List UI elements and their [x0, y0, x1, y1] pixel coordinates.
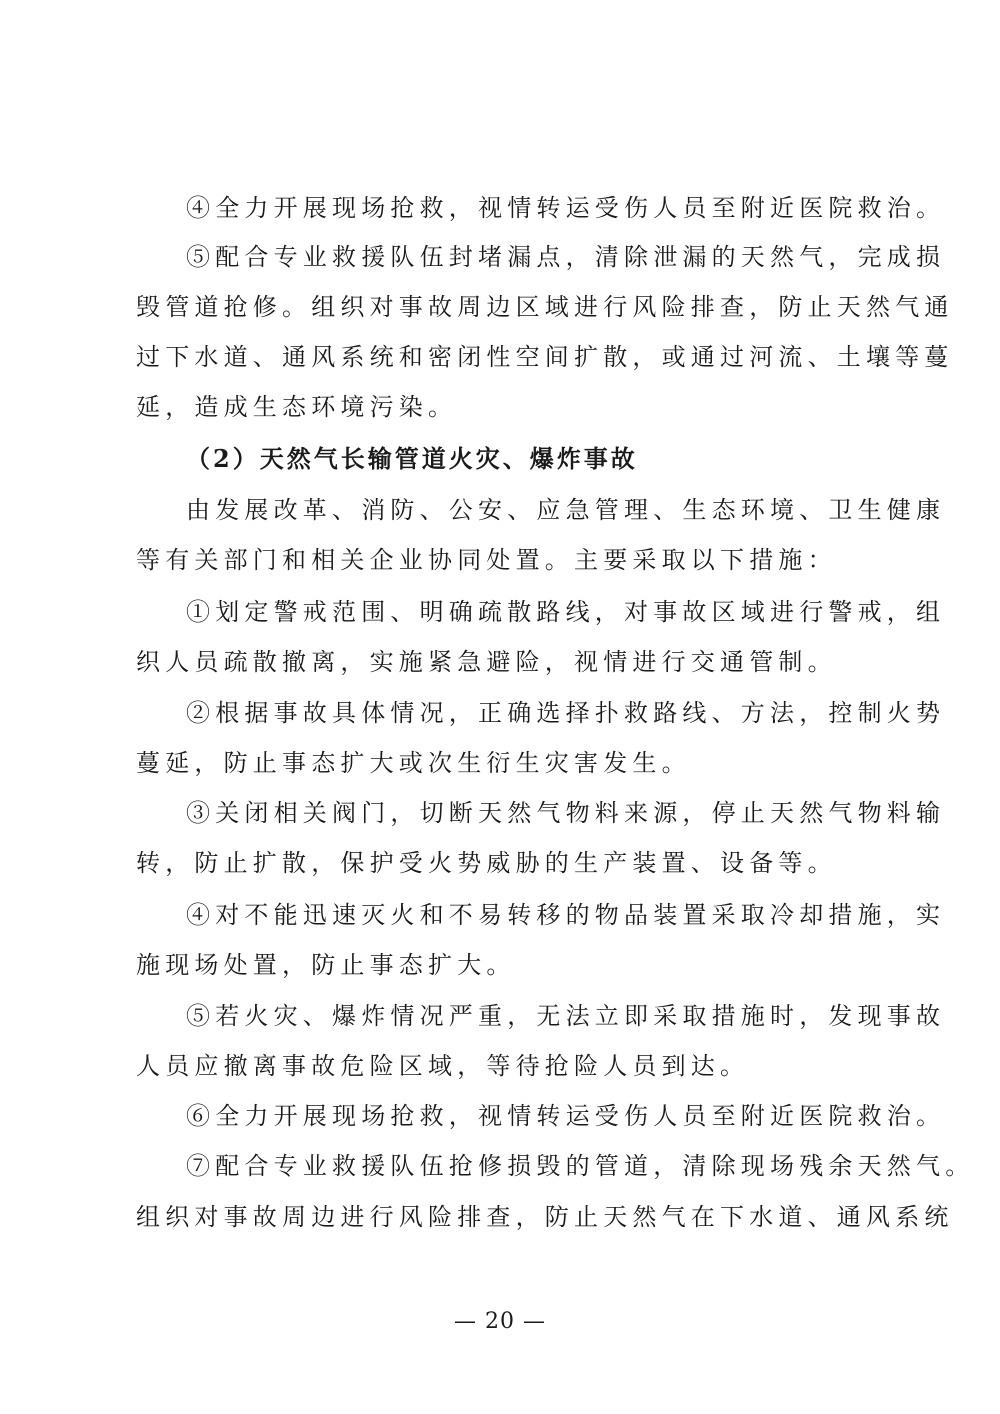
paragraph-line: ②根据事故具体情况，正确选择扑救路线、方法，控制火势 — [186, 699, 946, 727]
paragraph-line: ④对不能迅速灭火和不易转移的物品装置采取冷却措施，实 — [186, 901, 946, 929]
paragraph-line: 转，防止扩散，保护受火势威胁的生产装置、设备等。 — [136, 849, 837, 877]
paragraph-line: ①划定警戒范围、明确疏散路线，对事故区域进行警戒，组 — [186, 598, 946, 626]
paragraph-line: 由发展改革、消防、公安、应急管理、生态环境、卫生健康 — [186, 496, 946, 524]
paragraph-line: ④全力开展现场抢救，视情转运受伤人员至附近医院救治。 — [186, 194, 946, 222]
paragraph-line: ⑦配合专业救援队伍抢修损毁的管道，清除现场残余天然气。 — [186, 1152, 975, 1180]
paragraph-line: 过下水道、通风系统和密闭性空间扩散，或通过河流、土壤等蔓 — [136, 343, 954, 371]
section-heading: （2）天然气长输管道火灾、爆炸事故 — [186, 444, 638, 473]
paragraph-line: 蔓延，防止事态扩大或次生衍生灾害发生。 — [136, 749, 691, 777]
page-number: — 20 — — [454, 1309, 546, 1334]
paragraph-line: 等有关部门和相关企业协同处置。主要采取以下措施： — [136, 546, 837, 574]
paragraph-line: 延，造成生态环境污染。 — [136, 393, 458, 421]
paragraph-line: 毁管道抢修。组织对事故周边区域进行风险排查，防止天然气通 — [136, 293, 954, 321]
paragraph-line: ③关闭相关阀门，切断天然气物料来源，停止天然气物料输 — [186, 799, 946, 827]
paragraph-line: ⑥全力开展现场抢救，视情转运受伤人员至附近医院救治。 — [186, 1102, 946, 1130]
paragraph-line: 织人员疏散撤离，实施紧急避险，视情进行交通管制。 — [136, 648, 837, 676]
paragraph-line: 人员应撤离事故危险区域，等待抢险人员到达。 — [136, 1052, 750, 1080]
paragraph-line: ⑤若火灾、爆炸情况严重，无法立即采取措施时，发现事故 — [186, 1002, 946, 1030]
paragraph-line: ⑤配合专业救援队伍封堵漏点，清除泄漏的天然气，完成损 — [186, 243, 946, 271]
paragraph-line: 组织对事故周边进行风险排查，防止天然气在下水道、通风系统 — [136, 1203, 954, 1231]
paragraph-line: 施现场处置，防止事态扩大。 — [136, 951, 516, 979]
